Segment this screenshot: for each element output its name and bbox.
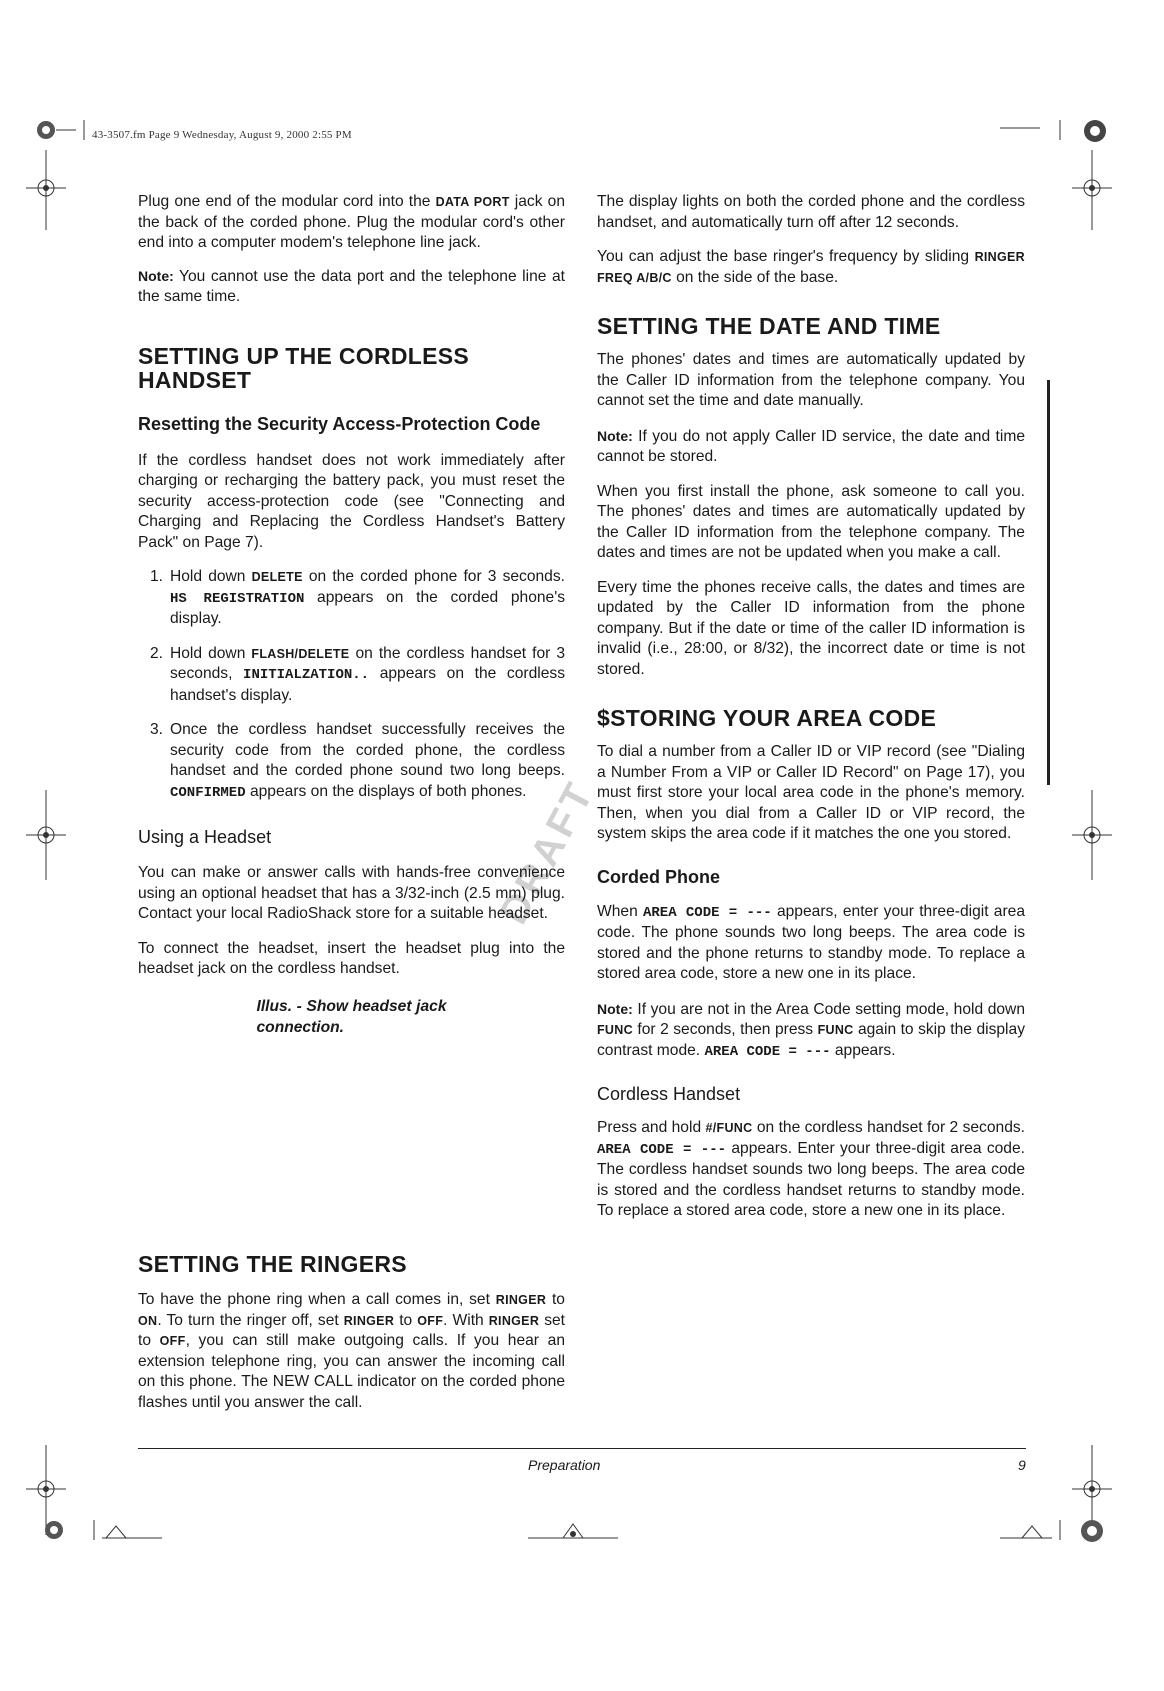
section-heading-area-code: $STORING YOUR AREA CODE: [597, 705, 937, 731]
cordless-handset-paragraph: Press and hold #/FUNC on the cordless handset for 2 seconds. AREA CODE = --- appears. Enter your three-digit area code. The cordless handset sounds two long beeps. The area code is stored and the cordless handset returns to standby mode. To replace a stored area code, store a new one in its place.: [597, 1119, 1025, 1219]
draft-watermark: DRAFT: [491, 773, 604, 932]
left-column-bottom: [138, 1252, 565, 1413]
date-paragraph: The phones' dates and times are automatically updated by the Caller ID information from the telephone company. You cannot set the time and date manually.: [597, 351, 1025, 409]
change-bar: [1047, 380, 1050, 785]
file-info-header: 43-3507.fm Page 9 Wednesday, August 9, 2000 2:55 PM: [92, 129, 352, 141]
ringers-paragraph: To have the phone ring when a call comes in, set RINGER to ON. To turn the ringer off, set RINGER to OFF. With RINGER set to OFF, you can still make outgoing calls. If you hear an extension telephone ring, you can answer the incoming call on this phone. The NEW CALL indicator on the corded phone flashes until you answer the call.: [138, 1291, 565, 1411]
intro-paragraph: Plug one end of the modular cord into the DATA PORT jack on the back of the corded phone. Plug the modular cord's other end into a computer modem's telephone line jack.: [138, 193, 565, 251]
registration-target-icon: [1072, 790, 1112, 880]
page-number: 9: [1018, 1457, 1026, 1473]
subheading-corded-phone: Corded Phone: [597, 866, 721, 887]
crop-mark-icon: [1000, 1518, 1110, 1544]
frequency-paragraph: You can adjust the base ringer's frequency by sliding RINGER FREQ A/B/C on the side of the base.: [597, 248, 1025, 286]
corded-paragraph: When AREA CODE = --- appears, enter your three-digit area code. The phone sounds two long beeps. The area code is stored and the phone returns to standby mode. To replace a stored area code, store a new one in its place.: [597, 902, 1026, 982]
subheading-security-code: Resetting the Security Access-Protection Code: [138, 413, 541, 434]
note-paragraph: Note: You cannot use the data port and the telephone line at the same time.: [138, 267, 565, 305]
list-item: 1. Hold down DELETE on the corded phone for 3 seconds. HS REGISTRATION appears on the corded phone's display.: [150, 568, 565, 627]
registration-target-icon: [1072, 150, 1112, 230]
list-item: 3. Once the cordless handset successfully receives the security code from the corded phone, the cordless handset and the corded phone sound two long beeps. CONFIRMED appears on the displays of both phones.: [150, 721, 565, 801]
section-heading-ringers: SETTING THE RINGERS: [138, 1251, 407, 1277]
display-paragraph: The display lights on both the corded phone and the cordless handset, and automatically turn off after 12 seconds.: [597, 193, 1025, 231]
crop-mark-icon: [36, 118, 96, 142]
right-column: [597, 192, 1025, 1222]
registration-target-icon: [26, 790, 66, 880]
footer-section-name: Preparation: [528, 1457, 601, 1473]
section-heading-cordless: SETTING UP THE CORDLESS HANDSET: [138, 342, 470, 393]
note-paragraph: Note: If you are not in the Area Code setting mode, hold down FUNC for 2 seconds, then press FUNC again to skip the display contrast mode. AREA CODE = --- appears.: [597, 1000, 1025, 1060]
footer-rule: [138, 1448, 1026, 1449]
date-paragraph: Every time the phones receive calls, the dates and times are updated by the Caller ID information from the phone company. But if the date or time of the caller ID information is invalid (i.e., 28:00, or 8/32), the incorrect date or time is not stored.: [597, 578, 1025, 678]
crop-mark-icon: [528, 1518, 618, 1542]
crop-mark-icon: [44, 1518, 164, 1542]
subheading-headset: Using a Headset: [138, 827, 272, 847]
crop-mark-icon: [1000, 118, 1110, 144]
note-paragraph: Note: If you do not apply Caller ID service, the date and time cannot be stored.: [597, 427, 1025, 465]
section-heading-date-time: SETTING THE DATE AND TIME: [597, 313, 941, 339]
security-paragraph: If the cordless handset does not work immediately after charging or recharging the battery pack, you must reset the security access-protection code (see "Connecting and Charging and Replacing the Cordless Handset's Battery Pack" on Page 7).: [138, 451, 565, 551]
area-code-paragraph: To dial a number from a Caller ID or VIP record (see "Dialing a Number From a VIP or Caller ID Record" on Page 17), you must first store your local area code in the phone's memory. Then, when you dial from a Caller ID or VIP record, the system skips the area code if it matches the one you stored.: [597, 743, 1025, 842]
list-item: 2. Hold down FLASH/DELETE on the cordless handset for 3 seconds, INITIALZATION.. appears on the cordless handset's display.: [150, 644, 565, 704]
headset-paragraph: To connect the headset, insert the headset plug into the headset jack on the cordless handset.: [138, 939, 565, 977]
headset-paragraph: You can make or answer calls with hands-free convenience using an optional headset that has a 3/32-inch (2.5 mm) plug. Contact your local RadioShack store for a suitable headset.: [138, 864, 565, 922]
illustration-placeholder: Illus. - Show headset jack connection.: [256, 997, 447, 1036]
date-paragraph: When you first install the phone, ask someone to call you. The phones' dates and times are automatically updated by the Caller ID information from the telephone company. The dates and times are not be updated when you make a call.: [597, 482, 1025, 561]
subheading-cordless-handset: Cordless Handset: [597, 1084, 741, 1104]
registration-target-icon: [26, 150, 66, 230]
